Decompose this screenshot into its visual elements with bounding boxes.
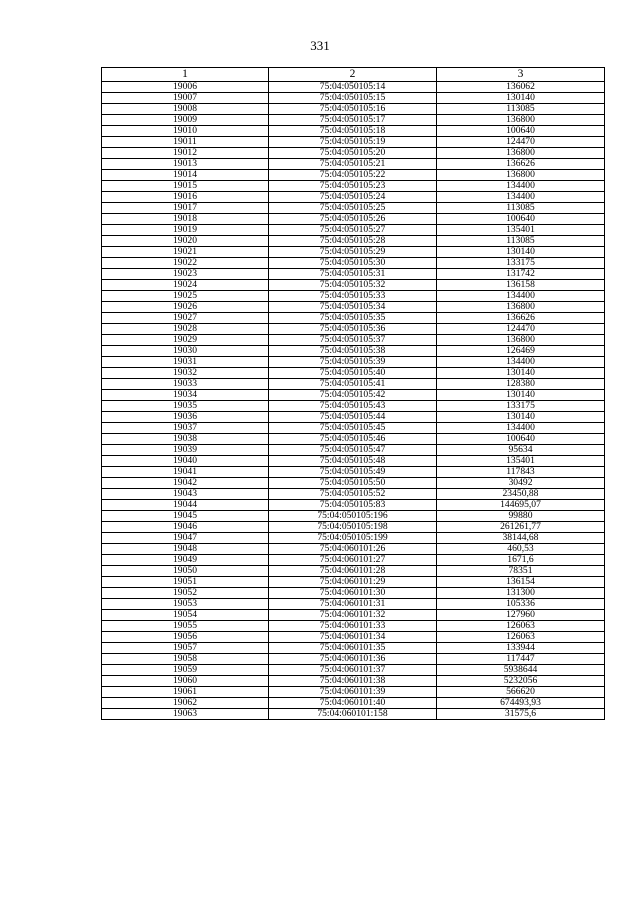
table-row — [102, 313, 605, 324]
value-cell: 23450,88 — [437, 489, 605, 500]
row-number-cell: 19048 — [102, 544, 269, 555]
row-number-cell: 19056 — [102, 632, 269, 643]
value-cell: 117843 — [437, 467, 605, 478]
cadastral-number-cell: 75:04:050105:31 — [269, 269, 437, 280]
table-row — [102, 676, 605, 687]
table-row — [102, 500, 605, 511]
cadastral-number-cell: 75:04:050105:36 — [269, 324, 437, 335]
table-row — [102, 335, 605, 346]
value-cell: 126469 — [437, 346, 605, 357]
value-cell: 133175 — [437, 258, 605, 269]
value-cell: 130140 — [437, 247, 605, 258]
cadastral-number-cell: 75:04:060101:29 — [269, 577, 437, 588]
table-row — [102, 412, 605, 423]
row-number-cell: 19032 — [102, 368, 269, 379]
value-cell: 31575,6 — [437, 709, 605, 720]
cadastral-number-cell: 75:04:050105:16 — [269, 104, 437, 115]
table-row — [102, 104, 605, 115]
value-cell: 126063 — [437, 632, 605, 643]
value-cell: 136154 — [437, 577, 605, 588]
row-number-cell: 19006 — [102, 82, 269, 93]
cadastral-number-cell: 75:04:050105:46 — [269, 434, 437, 445]
row-number-cell: 19045 — [102, 511, 269, 522]
table-row — [102, 632, 605, 643]
value-cell: 261261,77 — [437, 522, 605, 533]
table-row — [102, 621, 605, 632]
row-number-cell: 19047 — [102, 533, 269, 544]
cadastral-number-cell: 75:04:050105:23 — [269, 181, 437, 192]
value-cell: 124470 — [437, 324, 605, 335]
value-cell: 131742 — [437, 269, 605, 280]
row-number-cell: 19062 — [102, 698, 269, 709]
table-body — [102, 82, 605, 720]
value-cell: 113085 — [437, 236, 605, 247]
row-number-cell: 19008 — [102, 104, 269, 115]
value-cell: 566620 — [437, 687, 605, 698]
table-row — [102, 181, 605, 192]
row-number-cell: 19020 — [102, 236, 269, 247]
value-cell: 130140 — [437, 368, 605, 379]
table-row — [102, 566, 605, 577]
row-number-cell: 19037 — [102, 423, 269, 434]
table-row — [102, 247, 605, 258]
cadastral-number-cell: 75:04:060101:35 — [269, 643, 437, 654]
value-cell: 78351 — [437, 566, 605, 577]
value-cell: 134400 — [437, 423, 605, 434]
value-cell: 113085 — [437, 203, 605, 214]
table-row — [102, 159, 605, 170]
table-row — [102, 599, 605, 610]
row-number-cell: 19012 — [102, 148, 269, 159]
row-number-cell: 19017 — [102, 203, 269, 214]
row-number-cell: 19063 — [102, 709, 269, 720]
value-cell: 124470 — [437, 137, 605, 148]
table-row — [102, 137, 605, 148]
row-number-cell: 19042 — [102, 478, 269, 489]
value-cell: 134400 — [437, 291, 605, 302]
cadastral-number-cell: 75:04:050105:83 — [269, 500, 437, 511]
cadastral-number-cell: 75:04:050105:32 — [269, 280, 437, 291]
column-header-3: 3 — [437, 68, 605, 82]
table-row — [102, 368, 605, 379]
cadastral-number-cell: 75:04:060101:36 — [269, 654, 437, 665]
table-row — [102, 236, 605, 247]
cadastral-number-cell: 75:04:050105:20 — [269, 148, 437, 159]
cadastral-number-cell: 75:04:060101:158 — [269, 709, 437, 720]
cadastral-number-cell: 75:04:060101:37 — [269, 665, 437, 676]
row-number-cell: 19007 — [102, 93, 269, 104]
cadastral-number-cell: 75:04:050105:33 — [269, 291, 437, 302]
row-number-cell: 19046 — [102, 522, 269, 533]
cadastral-number-cell: 75:04:050105:30 — [269, 258, 437, 269]
table-row — [102, 126, 605, 137]
row-number-cell: 19053 — [102, 599, 269, 610]
cadastral-number-cell: 75:04:060101:27 — [269, 555, 437, 566]
row-number-cell: 19059 — [102, 665, 269, 676]
row-number-cell: 19043 — [102, 489, 269, 500]
data-table — [101, 67, 605, 720]
row-number-cell: 19024 — [102, 280, 269, 291]
value-cell: 135401 — [437, 456, 605, 467]
row-number-cell: 19054 — [102, 610, 269, 621]
row-number-cell: 19060 — [102, 676, 269, 687]
value-cell: 134400 — [437, 181, 605, 192]
value-cell: 105336 — [437, 599, 605, 610]
table-row — [102, 203, 605, 214]
table-row — [102, 258, 605, 269]
page-number: 331 — [310, 38, 330, 53]
table-row — [102, 93, 605, 104]
cadastral-number-cell: 75:04:050105:29 — [269, 247, 437, 258]
table-row — [102, 423, 605, 434]
cadastral-number-cell: 75:04:050105:15 — [269, 93, 437, 104]
table-header — [102, 68, 605, 82]
cadastral-number-cell: 75:04:050105:34 — [269, 302, 437, 313]
table-row — [102, 357, 605, 368]
cadastral-number-cell: 75:04:060101:33 — [269, 621, 437, 632]
table-row — [102, 346, 605, 357]
cadastral-number-cell: 75:04:050105:21 — [269, 159, 437, 170]
table-row — [102, 489, 605, 500]
value-cell: 133175 — [437, 401, 605, 412]
value-cell: 5232056 — [437, 676, 605, 687]
row-number-cell: 19038 — [102, 434, 269, 445]
value-cell: 136626 — [437, 313, 605, 324]
value-cell: 1671,6 — [437, 555, 605, 566]
cadastral-number-cell: 75:04:050105:26 — [269, 214, 437, 225]
row-number-cell: 19010 — [102, 126, 269, 137]
value-cell: 135401 — [437, 225, 605, 236]
cadastral-number-cell: 75:04:050105:24 — [269, 192, 437, 203]
header-row — [102, 68, 605, 82]
cadastral-number-cell: 75:04:060101:34 — [269, 632, 437, 643]
table-row — [102, 577, 605, 588]
row-number-cell: 19022 — [102, 258, 269, 269]
value-cell: 136800 — [437, 302, 605, 313]
cadastral-number-cell: 75:04:050105:28 — [269, 236, 437, 247]
row-number-cell: 19023 — [102, 269, 269, 280]
value-cell: 100640 — [437, 214, 605, 225]
value-cell: 460,53 — [437, 544, 605, 555]
row-number-cell: 19021 — [102, 247, 269, 258]
cadastral-number-cell: 75:04:060101:30 — [269, 588, 437, 599]
cadastral-number-cell: 75:04:050105:199 — [269, 533, 437, 544]
cadastral-number-cell: 75:04:050105:196 — [269, 511, 437, 522]
value-cell: 134400 — [437, 192, 605, 203]
value-cell: 130140 — [437, 412, 605, 423]
cadastral-number-cell: 75:04:060101:32 — [269, 610, 437, 621]
cadastral-number-cell: 75:04:060101:38 — [269, 676, 437, 687]
cadastral-number-cell: 75:04:050105:47 — [269, 445, 437, 456]
table-row — [102, 698, 605, 709]
column-header-1: 1 — [102, 68, 269, 82]
value-cell: 100640 — [437, 434, 605, 445]
cadastral-number-cell: 75:04:050105:38 — [269, 346, 437, 357]
table-row — [102, 280, 605, 291]
cadastral-number-cell: 75:04:050105:48 — [269, 456, 437, 467]
row-number-cell: 19030 — [102, 346, 269, 357]
row-number-cell: 19027 — [102, 313, 269, 324]
value-cell: 674493,93 — [437, 698, 605, 709]
table-row — [102, 269, 605, 280]
row-number-cell: 19051 — [102, 577, 269, 588]
value-cell: 130140 — [437, 93, 605, 104]
value-cell: 126063 — [437, 621, 605, 632]
table-row — [102, 544, 605, 555]
value-cell: 144695,07 — [437, 500, 605, 511]
table-row — [102, 225, 605, 236]
table-row — [102, 467, 605, 478]
table-row — [102, 555, 605, 566]
value-cell: 99880 — [437, 511, 605, 522]
cadastral-number-cell: 75:04:050105:198 — [269, 522, 437, 533]
value-cell: 130140 — [437, 390, 605, 401]
row-number-cell: 19041 — [102, 467, 269, 478]
row-number-cell: 19052 — [102, 588, 269, 599]
table-row — [102, 390, 605, 401]
cadastral-number-cell: 75:04:050105:39 — [269, 357, 437, 368]
cadastral-number-cell: 75:04:050105:35 — [269, 313, 437, 324]
table-row — [102, 434, 605, 445]
row-number-cell: 19028 — [102, 324, 269, 335]
value-cell: 131300 — [437, 588, 605, 599]
cadastral-number-cell: 75:04:060101:40 — [269, 698, 437, 709]
row-number-cell: 19009 — [102, 115, 269, 126]
value-cell: 136626 — [437, 159, 605, 170]
cadastral-number-cell: 75:04:060101:39 — [269, 687, 437, 698]
cadastral-number-cell: 75:04:050105:42 — [269, 390, 437, 401]
row-number-cell: 19015 — [102, 181, 269, 192]
value-cell: 100640 — [437, 126, 605, 137]
value-cell: 95634 — [437, 445, 605, 456]
row-number-cell: 19019 — [102, 225, 269, 236]
table-row — [102, 511, 605, 522]
table-row — [102, 456, 605, 467]
row-number-cell: 19058 — [102, 654, 269, 665]
table-row — [102, 214, 605, 225]
cadastral-number-cell: 75:04:050105:44 — [269, 412, 437, 423]
row-number-cell: 19018 — [102, 214, 269, 225]
row-number-cell: 19039 — [102, 445, 269, 456]
cadastral-number-cell: 75:04:050105:25 — [269, 203, 437, 214]
row-number-cell: 19014 — [102, 170, 269, 181]
table-row — [102, 665, 605, 676]
cadastral-number-cell: 75:04:060101:26 — [269, 544, 437, 555]
table-row — [102, 533, 605, 544]
table-row — [102, 643, 605, 654]
value-cell: 134400 — [437, 357, 605, 368]
value-cell: 38144,68 — [437, 533, 605, 544]
table-row — [102, 148, 605, 159]
table-row — [102, 82, 605, 93]
table-row — [102, 115, 605, 126]
table-row — [102, 401, 605, 412]
cadastral-number-cell: 75:04:050105:41 — [269, 379, 437, 390]
cadastral-number-cell: 75:04:050105:40 — [269, 368, 437, 379]
value-cell: 5938644 — [437, 665, 605, 676]
row-number-cell: 19025 — [102, 291, 269, 302]
value-cell: 133944 — [437, 643, 605, 654]
value-cell: 128380 — [437, 379, 605, 390]
row-number-cell: 19031 — [102, 357, 269, 368]
row-number-cell: 19049 — [102, 555, 269, 566]
cadastral-number-cell: 75:04:050105:43 — [269, 401, 437, 412]
cadastral-number-cell: 75:04:050105:50 — [269, 478, 437, 489]
cadastral-number-cell: 75:04:060101:31 — [269, 599, 437, 610]
value-cell: 136062 — [437, 82, 605, 93]
table-row — [102, 445, 605, 456]
cadastral-number-cell: 75:04:050105:19 — [269, 137, 437, 148]
table-row — [102, 687, 605, 698]
cadastral-number-cell: 75:04:050105:52 — [269, 489, 437, 500]
table-row — [102, 522, 605, 533]
value-cell: 113085 — [437, 104, 605, 115]
row-number-cell: 19016 — [102, 192, 269, 203]
row-number-cell: 19061 — [102, 687, 269, 698]
value-cell: 136800 — [437, 335, 605, 346]
row-number-cell: 19013 — [102, 159, 269, 170]
cadastral-number-cell: 75:04:050105:14 — [269, 82, 437, 93]
value-cell: 136800 — [437, 170, 605, 181]
row-number-cell: 19029 — [102, 335, 269, 346]
row-number-cell: 19040 — [102, 456, 269, 467]
cadastral-number-cell: 75:04:050105:17 — [269, 115, 437, 126]
cadastral-number-cell: 75:04:050105:18 — [269, 126, 437, 137]
value-cell: 136800 — [437, 115, 605, 126]
table-row — [102, 324, 605, 335]
row-number-cell: 19057 — [102, 643, 269, 654]
table-row — [102, 192, 605, 203]
row-number-cell: 19044 — [102, 500, 269, 511]
value-cell: 117447 — [437, 654, 605, 665]
column-header-2: 2 — [269, 68, 437, 82]
table-row — [102, 654, 605, 665]
row-number-cell: 19055 — [102, 621, 269, 632]
cadastral-number-cell: 75:04:050105:37 — [269, 335, 437, 346]
cadastral-number-cell: 75:04:050105:22 — [269, 170, 437, 181]
table-row — [102, 610, 605, 621]
table-row — [102, 478, 605, 489]
value-cell: 127960 — [437, 610, 605, 621]
table-row — [102, 291, 605, 302]
table-row — [102, 379, 605, 390]
table-row — [102, 588, 605, 599]
table-row — [102, 170, 605, 181]
value-cell: 136800 — [437, 148, 605, 159]
value-cell: 136158 — [437, 280, 605, 291]
cadastral-number-cell: 75:04:050105:27 — [269, 225, 437, 236]
value-cell: 30492 — [437, 478, 605, 489]
row-number-cell: 19011 — [102, 137, 269, 148]
row-number-cell: 19050 — [102, 566, 269, 577]
cadastral-number-cell: 75:04:050105:49 — [269, 467, 437, 478]
row-number-cell: 19036 — [102, 412, 269, 423]
cadastral-number-cell: 75:04:060101:28 — [269, 566, 437, 577]
table-row — [102, 709, 605, 720]
row-number-cell: 19033 — [102, 379, 269, 390]
row-number-cell: 19034 — [102, 390, 269, 401]
table-row — [102, 302, 605, 313]
cadastral-number-cell: 75:04:050105:45 — [269, 423, 437, 434]
row-number-cell: 19035 — [102, 401, 269, 412]
row-number-cell: 19026 — [102, 302, 269, 313]
